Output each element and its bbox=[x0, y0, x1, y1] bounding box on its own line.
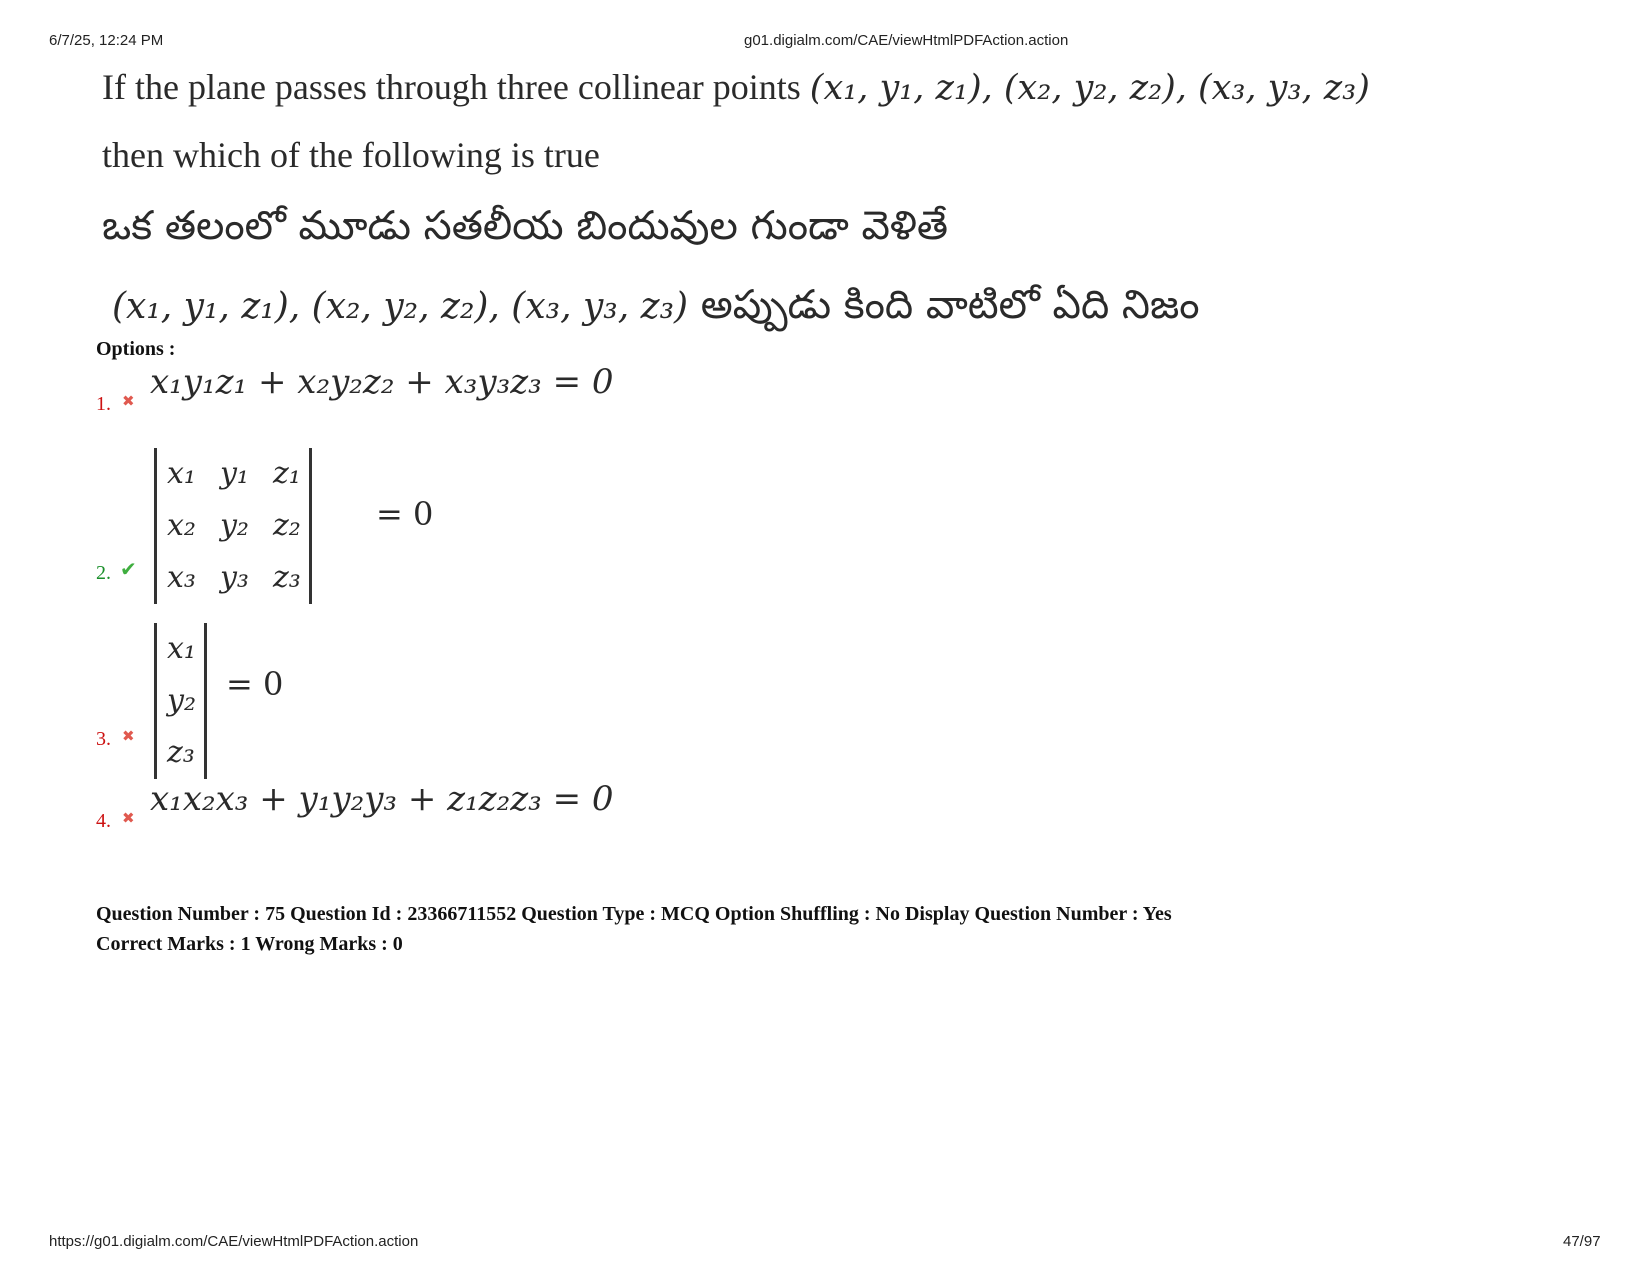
det-cell: x₃ bbox=[167, 560, 196, 595]
option-4-number: 4. bbox=[96, 810, 111, 832]
det-cell: x₁ bbox=[167, 631, 196, 666]
option-1-expression: x₁y₁z₁ + x₂y₂z₂ + x₃y₃z₃ = 0 bbox=[150, 362, 614, 402]
print-footer-url: https://g01.digialm.com/CAE/viewHtmlPDFAction.action bbox=[49, 1233, 419, 1250]
cross-icon: ✖ bbox=[122, 727, 135, 745]
option-2-determinant bbox=[154, 448, 312, 604]
det-cell: z₂ bbox=[272, 508, 301, 543]
det-cell: z₁ bbox=[272, 456, 301, 491]
det-cell: z₃ bbox=[167, 735, 195, 770]
question-english-line2: then which of the following is true bbox=[102, 135, 600, 175]
det-cell: y₂ bbox=[167, 683, 196, 718]
check-icon: ✔ bbox=[120, 557, 137, 581]
det-cell: x₂ bbox=[167, 508, 196, 543]
option-3-number: 3. bbox=[96, 728, 111, 750]
question-english-text: If the plane passes through three collinear points bbox=[102, 67, 810, 107]
cross-icon: ✖ bbox=[122, 809, 135, 827]
option-4-expression: x₁x₂x₃ + y₁y₂y₃ + z₁z₂z₃ = 0 bbox=[150, 779, 614, 819]
option-1-number: 1. bbox=[96, 393, 111, 415]
print-url: g01.digialm.com/CAE/viewHtmlPDFAction.action bbox=[744, 32, 1069, 49]
question-telugu-points: (x₁, y₁, z₁), (x₂, y₂, z₂), (x₃, y₃, z₃) bbox=[112, 286, 689, 327]
option-2-number: 2. bbox=[96, 562, 111, 584]
question-telugu-text: అప్పుడు కింది వాటిలో ఏది నిజం bbox=[688, 282, 1200, 328]
question-meta-line1: Question Number : 75 Question Id : 23366711552 Question Type : MCQ Option Shuffling : No Display Question Number : Yes bbox=[96, 903, 1172, 925]
options-label: Options : bbox=[96, 338, 176, 360]
question-meta-line2: Correct Marks : 1 Wrong Marks : 0 bbox=[96, 933, 403, 955]
det-cell: x₁ bbox=[167, 456, 196, 491]
det-cell: y₁ bbox=[219, 456, 249, 491]
question-telugu-line1: ఒక తలంలో మూడు సతలీయ బిందువుల గుండా వెళితే bbox=[102, 203, 949, 249]
cross-icon: ✖ bbox=[122, 392, 135, 410]
option-3-equals: = 0 bbox=[226, 665, 284, 703]
question-points: (x₁, y₁, z₁), (x₂, y₂, z₂), (x₃, y₃, z₃) bbox=[809, 68, 1370, 108]
question-english-line1 bbox=[102, 66, 1370, 108]
option-2-equals: = 0 bbox=[376, 495, 434, 533]
option-3-determinant bbox=[154, 623, 207, 779]
page-number: 47/97 bbox=[1563, 1233, 1601, 1250]
det-cell: y₃ bbox=[219, 560, 249, 595]
question-telugu-line2 bbox=[112, 282, 1200, 338]
det-cell: y₂ bbox=[219, 508, 249, 543]
det-cell: z₃ bbox=[272, 560, 301, 595]
print-datetime: 6/7/25, 12:24 PM bbox=[49, 32, 164, 49]
